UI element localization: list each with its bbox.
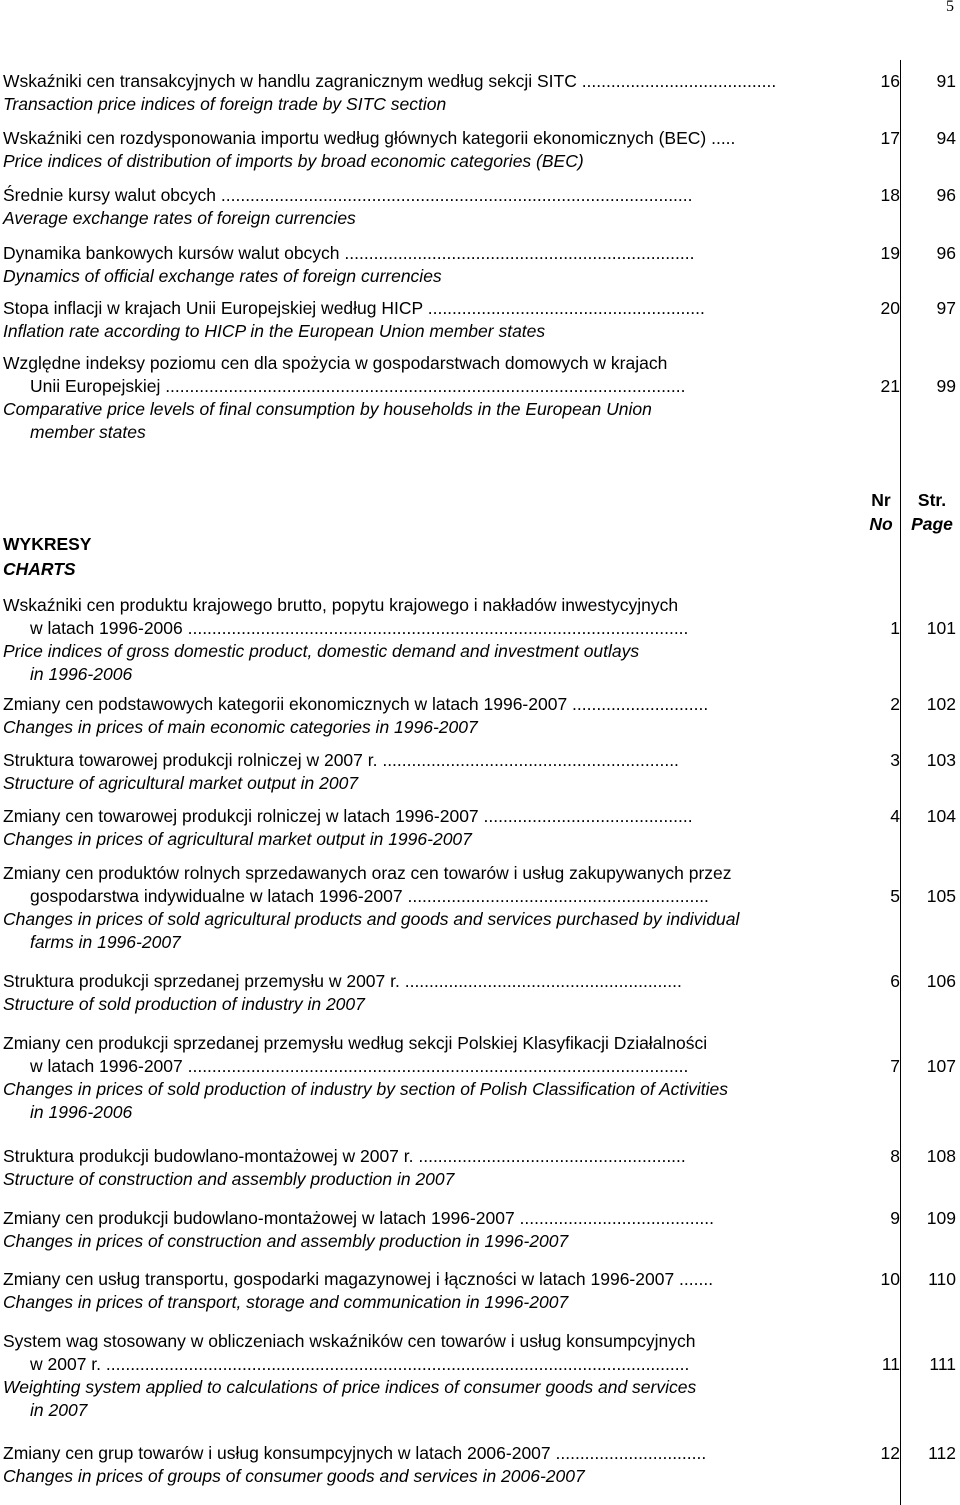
- entry-title-pl-text: gospodarstwa indywidualne w latach 1996-2007 ..............................................................: [30, 886, 709, 906]
- entry-page: 104: [926, 806, 956, 826]
- entry-title-en: Changes in prices of groups of consumer goods and services in 2006-2007: [3, 1466, 585, 1486]
- entry-number: 3: [890, 750, 900, 770]
- entry-title-en: in 1996-2006: [30, 1102, 133, 1122]
- entry-number: 20: [880, 298, 900, 318]
- entry-title-en: Changes in prices of agricultural market output in 1996-2007: [3, 829, 472, 849]
- entry-title-en: Changes in prices of sold production of industry by section of Polish Classification of Activities: [3, 1079, 728, 1099]
- entry-title-pl-text: Względne indeksy poziomu cen dla spożycia w gospodarstwach domowych w krajach: [3, 353, 668, 373]
- entry-page: 101: [926, 618, 956, 638]
- entry-title-en: Weighting system applied to calculations of price indices of consumer goods and services: [3, 1377, 697, 1397]
- entry-title-pl-text: Stopa inflacji w krajach Unii Europejskiej według HICP .........................................................: [3, 298, 705, 318]
- entry-title-pl: [3, 127, 958, 150]
- entry-title-en: Price indices of gross domestic product, domestic demand and investment outlays: [3, 641, 640, 661]
- entry-page: 94: [936, 128, 956, 148]
- entry-title-pl: [3, 749, 958, 772]
- entry-title-pl-text: Struktura produkcji budowlano-montażowej w 2007 r. .......................................................: [3, 1146, 686, 1166]
- entry-number: 9: [890, 1208, 900, 1228]
- entry-page: 108: [926, 1146, 956, 1166]
- entry-number: 10: [880, 1269, 900, 1289]
- entry-title-en: Structure of agricultural market output in 2007: [3, 773, 359, 793]
- entry-page: 112: [928, 1443, 956, 1463]
- entry-title-en: Inflation rate according to HICP in the European Union member states: [3, 321, 546, 341]
- entry-title-en: Dynamics of official exchange rates of foreign currencies: [3, 266, 442, 286]
- entry-title-en: Structure of construction and assembly production in 2007: [3, 1169, 455, 1189]
- entry-title-pl-text: Zmiany cen produkcji budowlano-montażowej w latach 1996-2007 ........................................: [3, 1208, 715, 1228]
- entry-title-pl: [3, 885, 958, 908]
- toc-entry[interactable]: [3, 1268, 958, 1314]
- entry-title-en: Comparative price levels of final consumption by households in the European Union: [3, 399, 652, 419]
- entry-title-pl-text: Unii Europejskiej ...........................................................................................................: [30, 376, 686, 396]
- entry-title-pl: [3, 70, 958, 93]
- entry-page: 110: [928, 1269, 956, 1289]
- entry-title-pl-text: Średnie kursy walut obcych .................................................................................................: [3, 185, 693, 205]
- toc-entry[interactable]: [3, 1145, 958, 1191]
- entry-number: 6: [890, 971, 900, 991]
- entry-page: 105: [926, 886, 956, 906]
- page-header-pl: Str.: [917, 490, 947, 510]
- entry-title-en: Transaction price indices of foreign trade by SITC section: [3, 94, 447, 114]
- entry-title-pl-text: Zmiany cen produktów rolnych sprzedawanych oraz cen towarów i usług zakupywanych przez: [3, 863, 732, 883]
- entry-page: 96: [936, 243, 956, 263]
- entry-title-pl-text: Zmiany cen grup towarów i usług konsumpcyjnych w latach 2006-2007 ...............................: [3, 1443, 707, 1463]
- entry-title-pl: [3, 617, 958, 640]
- entry-number: 2: [890, 694, 900, 714]
- entry-title-en: farms in 1996-2007: [30, 932, 181, 952]
- entry-title-en: Changes in prices of transport, storage and communication in 1996-2007: [3, 1292, 569, 1312]
- entry-title-pl-text: Struktura produkcji sprzedanej przemysłu w 2007 r. .........................................................: [3, 971, 682, 991]
- entry-number: 11: [881, 1354, 900, 1374]
- entry-title-pl-text: Dynamika bankowych kursów walut obcych ........................................................................: [3, 243, 695, 263]
- toc-entry[interactable]: [3, 862, 958, 954]
- entry-number: 8: [890, 1146, 900, 1166]
- entry-title-en: member states: [30, 422, 146, 442]
- entry-number: 21: [880, 376, 900, 396]
- toc-entry[interactable]: [3, 693, 958, 739]
- nr-column-header: [866, 488, 896, 536]
- entry-title-pl: [3, 805, 958, 828]
- entry-title-en: Price indices of distribution of imports by broad economic categories (BEC): [3, 151, 584, 171]
- toc-entry[interactable]: [3, 1032, 958, 1124]
- entry-title-pl-text: Wskaźniki cen produktu krajowego brutto, popytu krajowego i nakładów inwestycyjnych: [3, 595, 679, 615]
- toc-entry[interactable]: [3, 297, 958, 343]
- entry-page: 99: [936, 376, 956, 396]
- entry-title-pl: [3, 970, 958, 993]
- entry-title-en: Changes in prices of construction and assembly production in 1996-2007: [3, 1231, 569, 1251]
- entry-title-pl: [3, 1330, 958, 1353]
- entry-page: 111: [929, 1354, 956, 1374]
- entry-title-en: in 1996-2006: [30, 664, 133, 684]
- entry-title-pl-text: Zmiany cen produkcji sprzedanej przemysłu według sekcji Polskiej Klasyfikacji Działalności: [3, 1033, 708, 1053]
- entry-title-pl: [3, 1032, 958, 1055]
- entry-title-pl: [3, 1442, 958, 1465]
- entry-number: 18: [880, 185, 900, 205]
- entry-title-pl-text: Wskaźniki cen rozdysponowania importu według głównych kategorii ekonomicznych (BEC) .....: [3, 128, 736, 148]
- toc-entry[interactable]: [3, 1207, 958, 1253]
- entry-number: 4: [890, 806, 900, 826]
- entry-title-pl-text: Zmiany cen podstawowych kategorii ekonomicznych w latach 1996-2007 ............................: [3, 694, 709, 714]
- toc-entry[interactable]: [3, 805, 958, 851]
- entry-page: 91: [936, 71, 956, 91]
- entry-title-pl-text: Wskaźniki cen transakcyjnych w handlu zagranicznym według sekcji SITC ........................................: [3, 71, 777, 91]
- entry-title-pl: [3, 1145, 958, 1168]
- entry-page: 103: [926, 750, 956, 770]
- entry-number: 19: [880, 243, 900, 263]
- entry-title-pl: [3, 1055, 958, 1078]
- nr-header-pl: Nr: [871, 490, 891, 510]
- page-column-header: [906, 488, 958, 536]
- entry-title-en: Changes in prices of main economic categories in 1996-2007: [3, 717, 478, 737]
- entry-number: 12: [880, 1443, 900, 1463]
- entry-title-pl-text: Zmiany cen towarowej produkcji rolniczej w latach 1996-2007 ...........................................: [3, 806, 693, 826]
- toc-entry[interactable]: [3, 749, 958, 795]
- entry-title-pl: [3, 242, 958, 265]
- entry-title-pl: [3, 352, 958, 375]
- toc-entry[interactable]: [3, 594, 958, 686]
- toc-entry[interactable]: [3, 970, 958, 1016]
- entry-title-pl-text: w latach 1996-2007 .......................................................................................................: [30, 1056, 689, 1076]
- entry-title-en: Changes in prices of sold agricultural products and goods and services purchased by individual: [3, 909, 740, 929]
- entry-page: 106: [926, 971, 956, 991]
- entry-page: 107: [926, 1056, 956, 1076]
- charts-title-pl: WYKRESY: [3, 534, 92, 554]
- entry-page: 96: [936, 185, 956, 205]
- nr-header-en: No: [869, 514, 893, 534]
- toc-entry[interactable]: [3, 184, 958, 230]
- entry-title-pl: [3, 297, 958, 320]
- charts-title-en: CHARTS: [3, 559, 76, 579]
- entry-title-pl: [3, 693, 958, 716]
- entry-title-pl: [3, 1353, 958, 1376]
- entry-title-pl: [3, 594, 958, 617]
- entry-title-pl-text: w latach 1996-2006 .......................................................................................................: [30, 618, 689, 638]
- entry-title-pl: [3, 184, 958, 207]
- toc-entry[interactable]: [3, 1330, 958, 1422]
- toc-entry[interactable]: [3, 70, 958, 116]
- entry-number: 1: [890, 618, 900, 638]
- entry-title-pl-text: Zmiany cen usług transportu, gospodarki magazynowej i łączności w latach 1996-2007 .......: [3, 1269, 714, 1289]
- entry-title-pl: [3, 862, 958, 885]
- entry-title-pl-text: System wag stosowany w obliczeniach wskaźników cen towarów i usług konsumpcyjnych: [3, 1331, 696, 1351]
- charts-section-title: [3, 532, 91, 582]
- page-number: 5: [946, 0, 954, 15]
- entry-number: 17: [880, 128, 900, 148]
- entry-number: 16: [880, 71, 900, 91]
- toc-entry[interactable]: [3, 352, 958, 444]
- entry-title-pl-text: Struktura towarowej produkcji rolniczej w 2007 r. .............................................................: [3, 750, 679, 770]
- toc-entry[interactable]: [3, 127, 958, 173]
- entry-title-pl: [3, 1207, 958, 1230]
- entry-number: 5: [890, 886, 900, 906]
- entry-title-pl: [3, 1268, 958, 1291]
- entry-page: 102: [926, 694, 956, 714]
- toc-entry[interactable]: [3, 242, 958, 288]
- toc-entry[interactable]: [3, 1442, 958, 1488]
- entry-title-en: Average exchange rates of foreign currencies: [3, 208, 356, 228]
- entry-title-en: Structure of sold production of industry in 2007: [3, 994, 365, 1014]
- page-header-en: Page: [911, 514, 953, 534]
- entry-page: 97: [936, 298, 956, 318]
- entry-page: 109: [926, 1208, 956, 1228]
- entry-number: 7: [890, 1056, 900, 1076]
- entry-title-pl: [3, 375, 958, 398]
- entry-title-pl-text: w 2007 r. ........................................................................................................................: [30, 1354, 690, 1374]
- entry-title-en: in 2007: [30, 1400, 88, 1420]
